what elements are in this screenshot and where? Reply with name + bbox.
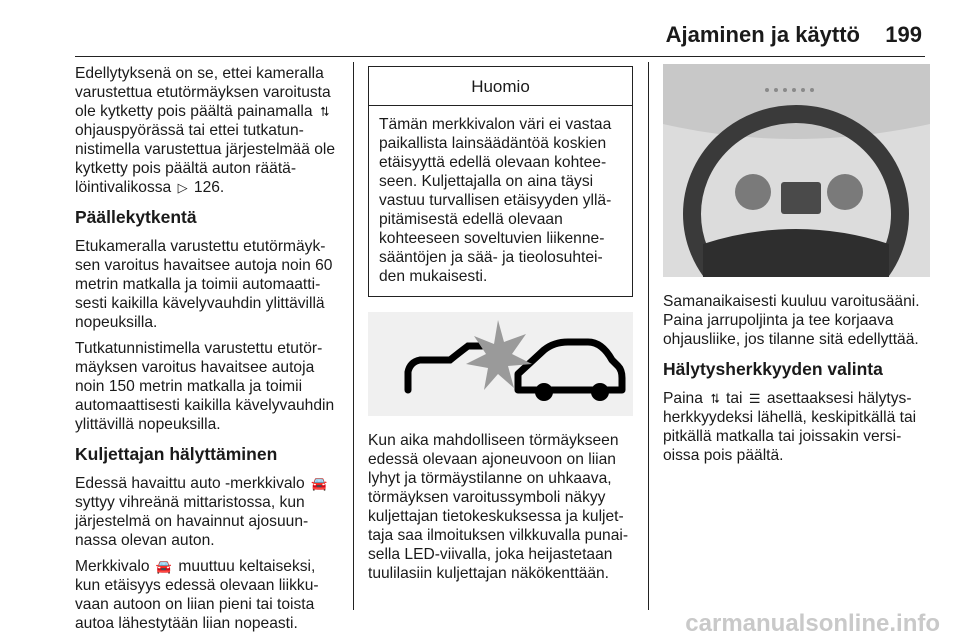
page-header <box>0 0 960 58</box>
heading-driver-alert: Kuljettajan hälyttäminen <box>75 444 278 464</box>
collision-warning-icon <box>368 312 633 416</box>
steering-wheel-button-icon: ⮁ <box>318 104 330 119</box>
notice-title: Huomio <box>369 67 632 106</box>
paragraph: Samanaikaisesti kuuluu varoitusääni. Paina jarrupoljinta ja tee korjaava ohjausliike, jos tilanne sitä edellyttää. <box>663 293 920 348</box>
page-number: 199 <box>885 22 922 47</box>
steering-wheel-button-icon: ⮁ <box>709 391 720 406</box>
page-reference-arrow-icon: ▷ <box>177 180 188 195</box>
notice-box <box>368 66 633 297</box>
vehicle-ahead-icon: 🚘 <box>155 559 173 574</box>
watermark: carmanualsonline.info <box>685 610 940 637</box>
paragraph: Kun aika mahdolliseen törmäykseen edessä olevaan ajoneuvoon on liian lyhyt ja törmäystilanne on uhkaava, törmäyksen varoitussymboli näkyy kuljettajan tietokeskuksessa ja kuljettaja saa ilmoituksen vilkkuvalla punaisella LED-viivalla, joka heijastetaan tuulilasiin kuljettajan näkökenttään. <box>368 432 629 582</box>
paragraph: Edessä havaittu auto -merkkivalo 🚘 syttyy vihreänä mittaristossa, kun järjestelmä on havainnut ajosuunnassa olevan auton. <box>75 475 328 549</box>
header-divider <box>75 56 925 57</box>
heading-sensitivity: Hälytysherkkyyden valinta <box>663 359 883 379</box>
column-1 <box>75 64 343 640</box>
paragraph: Paina ⮁ tai ☰ asettaaksesi hälytysherkkyydeksi lähellä, keskipitkällä tai pitkällä matkalla tai joissakin versioissa pois päältä. <box>663 390 917 464</box>
section-title: Ajaminen ja käyttö <box>665 22 860 47</box>
sensitivity-icon: ☰ <box>748 391 761 406</box>
paragraph: Tutkatunnistimella varustettu etutörmäyksen varoitus havaitsee autoja noin 150 metrin matkalla ja toimii automaattisesti kaikilla kävelyvauhdin ylittävillä nopeuksilla. <box>75 340 335 433</box>
column-2 <box>368 64 633 590</box>
dashboard-photo <box>663 64 930 277</box>
intro-paragraph: Edellytyksenä on se, ettei kameralla varustettua etutörmäyksen varoitusta ole kytketty pois päältä painamalla ⮁ ohjauspyörässä tai ettei tutkatunnistimella varustettua järjestelmää ole kytketty pois päältä auton räätälöintivalikossa ▷ 126. <box>75 65 336 196</box>
vehicle-ahead-icon: 🚘 <box>311 476 328 491</box>
paragraph: Etukameralla varustettu etutörmäyksen varoitus havaitsee autoja noin 60 metrin matkalla ja toimii automaattisesti kaikilla kävelyvauhdin ylittävillä nopeuksilla. <box>75 238 333 331</box>
steering-wheel-image <box>663 64 930 277</box>
heading-activation: Päällekytkentä <box>75 207 197 227</box>
notice-body: Tämän merkkivalon väri ei vastaa paikallista lainsäädäntöä koskien etäisyyttä edellä olevaan kohteeseen. Kuljettajalla on aina täysi vastuu turvallisen etäisyyden ylläpitämisestä edellä olevaan kohteeseen soveltuvien liikennesääntöjen ja sää- ja tieolosuhteiden mukaisesti. <box>379 116 612 285</box>
column-3 <box>663 292 931 472</box>
column-divider-1 <box>353 62 354 610</box>
collision-warning-figure <box>368 312 633 416</box>
paragraph: Merkkivalo 🚘 muuttuu keltaiseksi, kun etäisyys edessä olevaan liikkuvaan autoon on liian pieni tai toista autoa lähestytään liian nopeasti. <box>75 558 319 632</box>
column-divider-2 <box>648 62 649 610</box>
